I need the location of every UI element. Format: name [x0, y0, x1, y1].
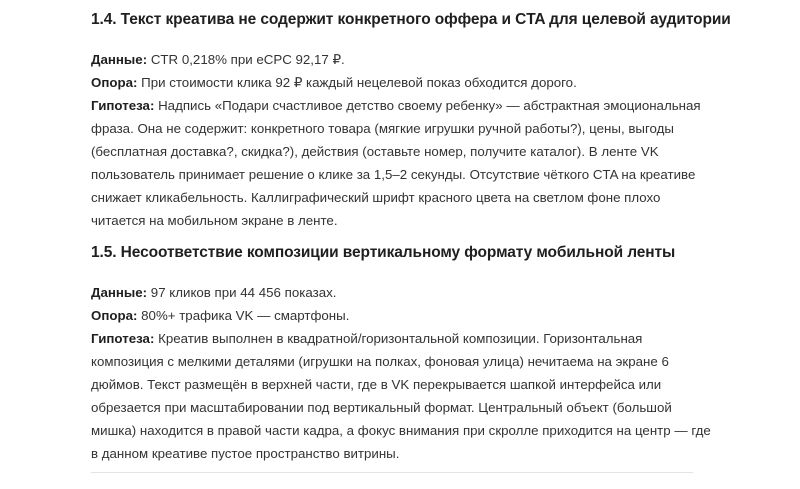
basis-text: При стоимости клика 92 ₽ каждый нецелевой показ обходится дорого. — [137, 75, 577, 90]
basis-paragraph — [91, 304, 711, 327]
basis-paragraph: Опора: При стоимости клика 92 ₽ каждый нецелевой показ обходится дорого. — [91, 75, 577, 90]
basis-text: 80%+ трафика VK — смартфоны. — [137, 308, 350, 323]
section-heading: 1.4. Текст креатива не содержит конкретного оффера и CTA для целевой аудитории — [91, 11, 731, 28]
divider — [91, 472, 693, 473]
data-text: 97 кликов при 44 456 показах. — [147, 285, 337, 300]
hypothesis-paragraph — [91, 94, 711, 232]
hypothesis-label: Гипотеза: — [91, 98, 155, 113]
hypothesis-text: Надпись «Подари счастливое детство своему ребенку» — абстрактная эмоциональная фраза. Она не содержит: конкретного товара (мягкие игрушки ручной работы?), цены, выгоды (бесплатная доставка?, скидка?), действия (оставьте номер, получите каталог). В ленте VK пользователь принимает решение о клике за 1,5–2 секунды. Отсутствие чёткого CTA на креативе снижает кликабельность. Каллиграфический шрифт красного цвета на светлом фоне плохо читается на мобильном экране в ленте. — [91, 98, 701, 228]
hypothesis-text: Креатив выполнен в квадратной/горизонтальной композиции. Горизонтальная композиция с мелкими деталями (игрушки на полках, фоновая улица) нечитаема на экране 6 дюймов. Текст размещён в верхней части, где в VK перекрывается шапкой интерфейса или обрезается при масштабировании под вертикальный формат. Центральный объект (большой мишка) находится в правой части кадра, а фокус внимания при скролле приходится на центр — где в данном креативе пустое пространство витрины. — [91, 331, 711, 461]
data-paragraph — [91, 281, 711, 304]
data-text: CTR 0,218% при eCPC 92,17 ₽. — [147, 52, 345, 67]
hypothesis-paragraph — [91, 327, 711, 465]
data-label: Данные: — [91, 285, 148, 300]
hypothesis-label: Гипотеза: — [91, 331, 155, 346]
data-paragraph: Данные: CTR 0,218% при eCPC 92,17 ₽. — [91, 52, 345, 67]
section-heading: 1.5. Несоответствие композиции вертикальному формату мобильной ленты — [91, 244, 676, 261]
data-label: Данные — [91, 52, 143, 67]
basis-label: Опора: — [91, 308, 138, 323]
section-body — [91, 281, 711, 465]
section-body — [91, 48, 711, 232]
basis-label: Опора — [91, 75, 134, 90]
